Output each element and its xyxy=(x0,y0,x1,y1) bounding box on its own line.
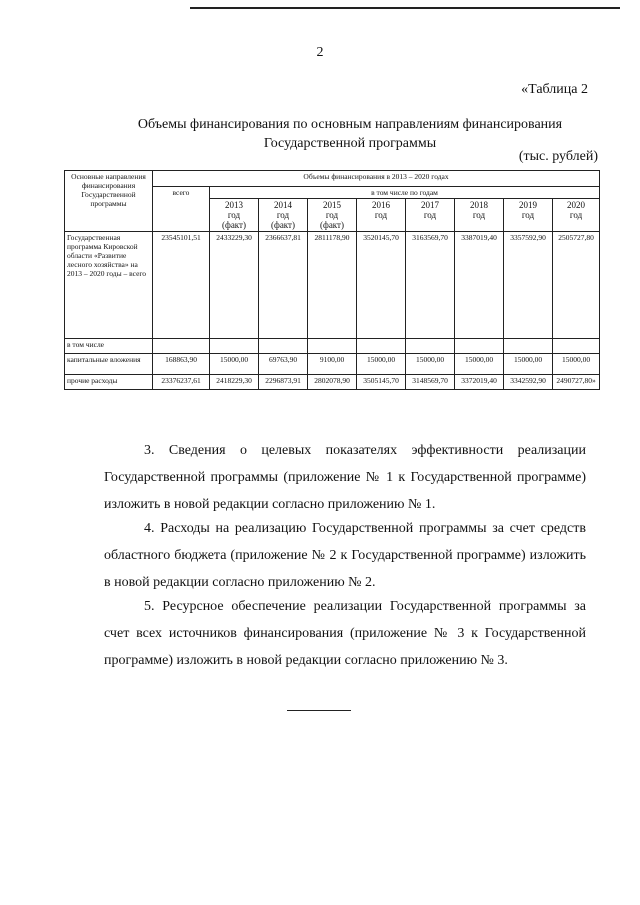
paragraph-4: 4. Расходы на реализацию Государственной программы за счет средств областного бюджета (приложение № 2 к Государственной программе) изложить в новой редакции согласно приложению № 2. xyxy=(104,521,586,590)
header-main-directions: Основные направления финансирования Государственной программы xyxy=(65,171,153,232)
cell-total: 168863,90 xyxy=(153,354,210,375)
cell-2018: 3387019,40 xyxy=(455,232,504,339)
year-header-2015: 2015 год (факт) xyxy=(308,199,357,232)
cell-2015: 2811178,90 xyxy=(308,232,357,339)
cell-total xyxy=(153,339,210,354)
cell-2016: 3505145,70 xyxy=(357,375,406,390)
cell-2013: 15000,00 xyxy=(210,354,259,375)
cell-total: 23545101,51 xyxy=(153,232,210,339)
document-title xyxy=(60,115,640,153)
cell-2016: 3520145,70 xyxy=(357,232,406,339)
closing-rule xyxy=(287,710,351,711)
year-header-2013: 2013 год (факт) xyxy=(210,199,259,232)
header-volumes: Объемы финансирования в 2013 – 2020 годах xyxy=(153,171,600,187)
cell-2017: 3163569,70 xyxy=(406,232,455,339)
year-header-2020: 2020 год xyxy=(553,199,600,232)
page-number: 2 xyxy=(316,45,324,60)
year-header-2016: 2016 год xyxy=(357,199,406,232)
cell-2020: 2505727,80 xyxy=(553,232,600,339)
table-row-program-total xyxy=(65,232,600,339)
cell-2018: 3372019,40 xyxy=(455,375,504,390)
table-row-capital-investments xyxy=(65,354,600,375)
cell-2015: 2802078,90 xyxy=(308,375,357,390)
row-label: в том числе xyxy=(65,339,153,354)
table-row-other-expenses xyxy=(65,375,600,390)
row-label: прочие расходы xyxy=(65,375,153,390)
cell-2013: 2433229,30 xyxy=(210,232,259,339)
cell-2020 xyxy=(553,339,600,354)
financing-table xyxy=(64,170,600,390)
cell-2019 xyxy=(504,339,553,354)
header-including-by-years: в том числе по годам xyxy=(210,187,600,199)
cell-2017: 15000,00 xyxy=(406,354,455,375)
table-row-including xyxy=(65,339,600,354)
cell-2020: 2490727,80» xyxy=(553,375,600,390)
units-label: (тыс. рублей) xyxy=(518,149,598,164)
cell-2015: 9100,00 xyxy=(308,354,357,375)
cell-2015 xyxy=(308,339,357,354)
cell-2018 xyxy=(455,339,504,354)
cell-2013 xyxy=(210,339,259,354)
cell-2014: 2366637,81 xyxy=(259,232,308,339)
year-header-2019: 2019 год xyxy=(504,199,553,232)
cell-2019: 3357592,90 xyxy=(504,232,553,339)
year-header-2014: 2014 год (факт) xyxy=(259,199,308,232)
cell-2020: 15000,00 xyxy=(553,354,600,375)
cell-2014 xyxy=(259,339,308,354)
table-reference: «Таблица 2 xyxy=(521,82,588,97)
cell-2018: 15000,00 xyxy=(455,354,504,375)
cell-2014: 69763,90 xyxy=(259,354,308,375)
top-rule xyxy=(190,7,620,9)
paragraph-3: 3. Сведения о целевых показателях эффективности реализации Государственной программы (приложение № 1 к Государственной программе) изложить в новой редакции согласно приложению № 1. xyxy=(104,443,586,512)
row-label: Государственная программа Кировской области «Развитие лесного хозяйства» на 2013 – 2020 годы – всего xyxy=(65,232,153,339)
cell-2019: 3342592,90 xyxy=(504,375,553,390)
title-line-2: Государственной программы xyxy=(263,136,437,151)
cell-2016 xyxy=(357,339,406,354)
title-line-1: Объемы финансирования по основным направлениям финансирования xyxy=(137,117,563,132)
cell-2017 xyxy=(406,339,455,354)
cell-2019: 15000,00 xyxy=(504,354,553,375)
cell-2013: 2418229,30 xyxy=(210,375,259,390)
year-header-2018: 2018 год xyxy=(455,199,504,232)
cell-2016: 15000,00 xyxy=(357,354,406,375)
row-label: капитальные вложения xyxy=(65,354,153,375)
cell-total: 23376237,61 xyxy=(153,375,210,390)
paragraph-5: 5. Ресурсное обеспечение реализации Государственной программы за счет всех источников финансирования (приложение № 3 к Государственной программе) изложить в новой редакции согласно приложению № 3. xyxy=(104,599,586,668)
cell-2014: 2296873,91 xyxy=(259,375,308,390)
year-header-2017: 2017 год xyxy=(406,199,455,232)
cell-2017: 3148569,70 xyxy=(406,375,455,390)
header-total: всего xyxy=(153,187,210,232)
